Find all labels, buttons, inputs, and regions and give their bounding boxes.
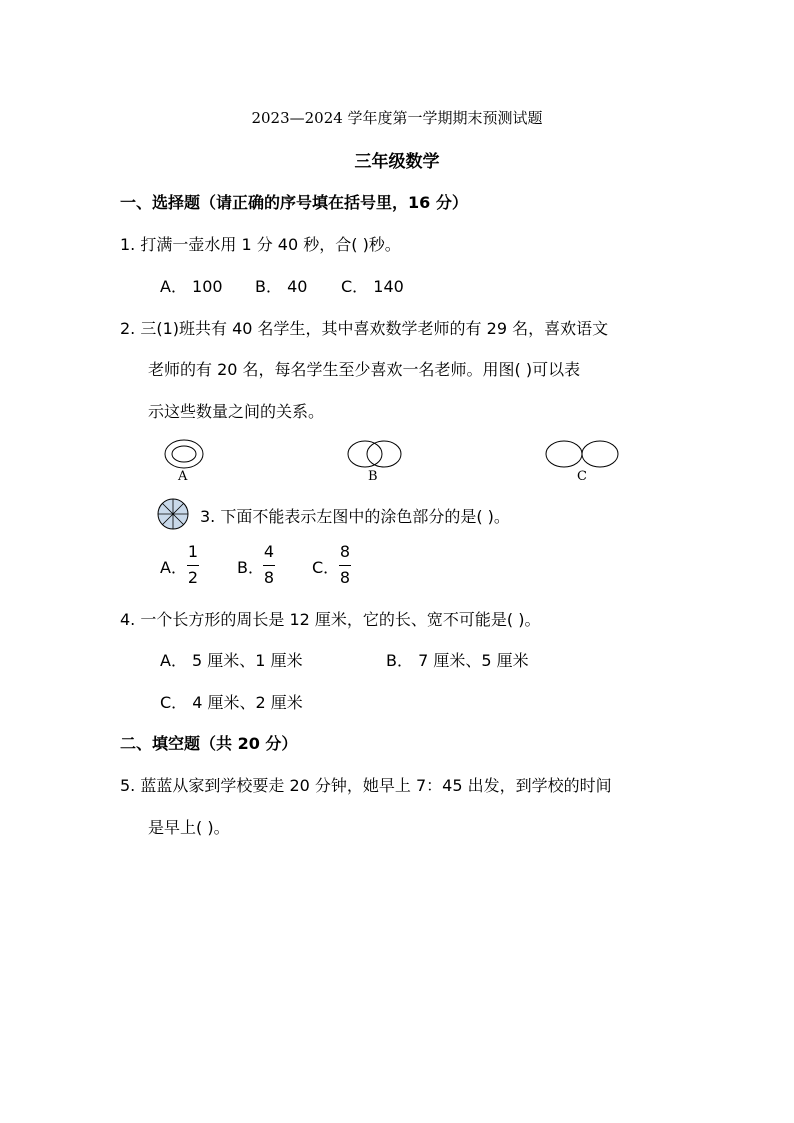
question-2-line-1: 2. 三(1)班共有 40 名学生，其中喜欢数学老师的有 29 名，喜欢语文 bbox=[120, 319, 609, 338]
fraction-bar bbox=[263, 565, 275, 566]
shaded-circle-figure bbox=[156, 497, 190, 531]
question-2-line-2: 老师的有 20 名，每名学生至少喜欢一名老师。用图( )可以表 bbox=[148, 360, 581, 379]
section-heading-choice: 一、选择题（请正确的序号填在括号里，16 分） bbox=[120, 193, 468, 212]
question-5-line-2: 是早上( )。 bbox=[148, 818, 230, 837]
q4-option-b: B． 7 厘米、5 厘米 bbox=[386, 651, 529, 670]
question-1: 1. 打满一壶水用 1 分 40 秒，合( )秒。 bbox=[120, 235, 401, 254]
exam-title: 2023—2024 学年度第一学期期末预测试题 bbox=[251, 109, 543, 127]
q3-option-c-fraction bbox=[339, 542, 351, 588]
q4-option-c: C． 4 厘米、2 厘米 bbox=[160, 693, 303, 712]
q4-option-a: A． 5 厘米、1 厘米 bbox=[160, 651, 303, 670]
venn-diagram-b bbox=[346, 439, 404, 469]
venn-label-c: C bbox=[577, 469, 587, 484]
venn-label-a: A bbox=[178, 469, 188, 484]
q3-option-a-letter: A． bbox=[160, 558, 187, 577]
denominator: 8 bbox=[263, 568, 275, 587]
q3-option-a-fraction bbox=[187, 542, 199, 588]
q1-option-c: C． 140 bbox=[341, 277, 404, 296]
section-heading-fill-in: 二、填空题（共 20 分） bbox=[120, 734, 298, 753]
fraction-bar bbox=[187, 565, 199, 566]
q1-option-a: A． 100 bbox=[160, 277, 223, 296]
denominator: 2 bbox=[187, 568, 199, 587]
fraction-bar bbox=[339, 565, 351, 566]
q1-option-b: B． 40 bbox=[255, 277, 308, 296]
question-5-line-1: 5. 蓝蓝从家到学校要走 20 分钟，她早上 7：45 出发，到学校的时间 bbox=[120, 776, 612, 795]
numerator: 1 bbox=[187, 542, 199, 561]
numerator: 4 bbox=[263, 542, 275, 561]
venn-diagram-c bbox=[545, 439, 621, 469]
question-3: 3. 下面不能表示左图中的涂色部分的是( )。 bbox=[200, 507, 510, 526]
numerator: 8 bbox=[339, 542, 351, 561]
q3-option-c-letter: C． bbox=[312, 558, 340, 577]
question-2-line-3: 示这些数量之间的关系。 bbox=[148, 402, 325, 421]
venn-label-b: B bbox=[368, 469, 378, 484]
venn-diagram-a bbox=[163, 437, 205, 471]
exam-subtitle: 三年级数学 bbox=[354, 152, 440, 172]
q3-option-b-letter: B． bbox=[237, 558, 264, 577]
q3-option-b-fraction bbox=[263, 542, 275, 588]
question-4: 4. 一个长方形的周长是 12 厘米，它的长、宽不可能是( )。 bbox=[120, 610, 541, 629]
denominator: 8 bbox=[339, 568, 351, 587]
